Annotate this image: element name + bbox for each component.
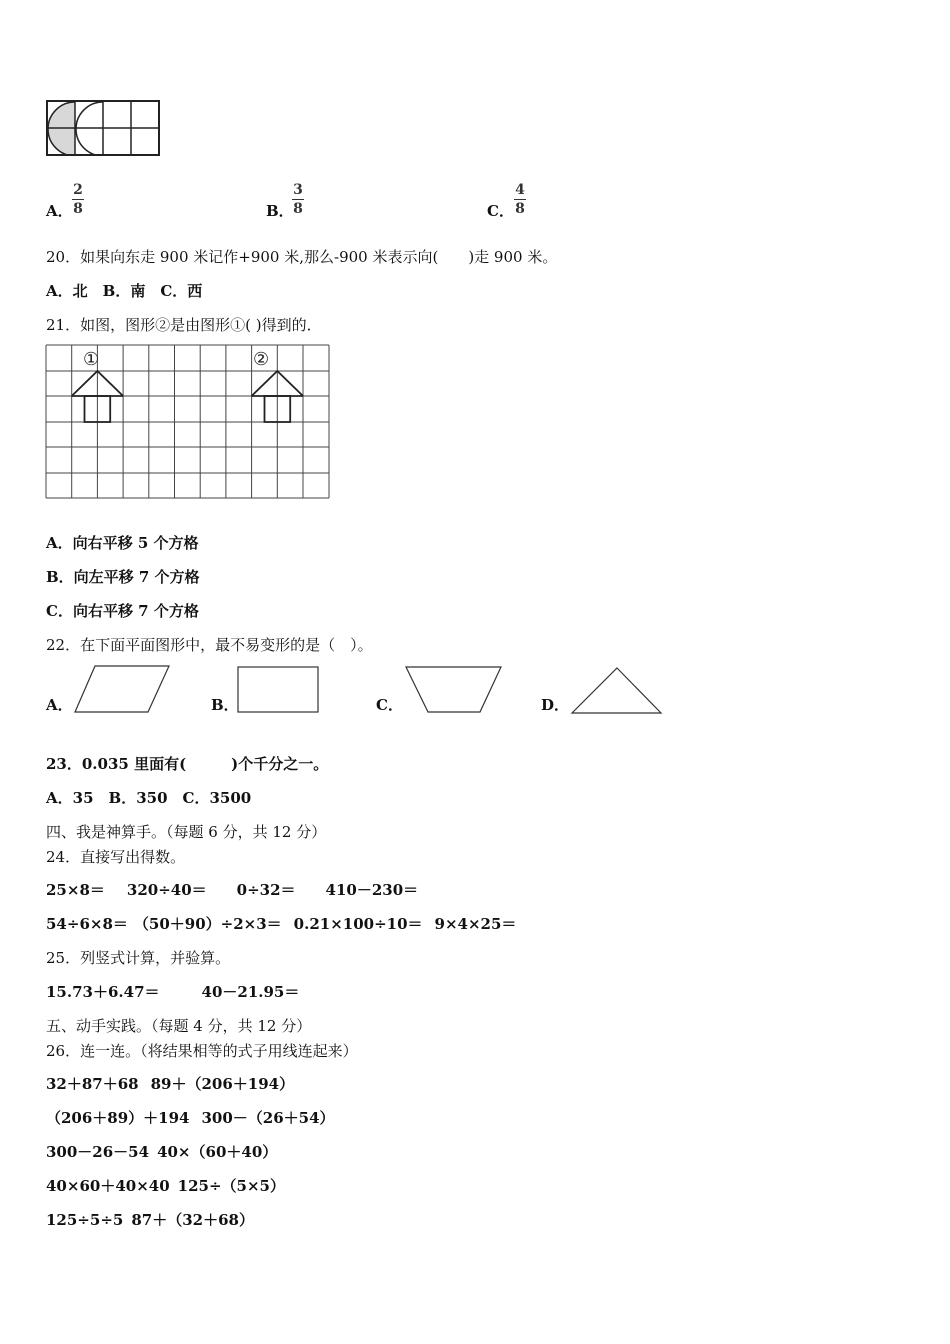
q22-option-c-letter: C． (376, 696, 403, 714)
expression: 54÷6×8＝ (46, 915, 128, 933)
q26-row (46, 1209, 254, 1230)
q21-option-c: C．向右平移 7 个方格 (46, 602, 199, 620)
q25-items (46, 981, 299, 1002)
q19-option-c-fraction (514, 182, 526, 217)
q19-option-a-fraction (72, 182, 84, 217)
figure-2-label: ② (253, 349, 270, 370)
expression: 9×4×25＝ (434, 915, 517, 933)
section-4-title: 四、我是神算手。（每题 6 分，共 12 分） (46, 823, 327, 841)
left-expression: （206＋89）＋194 (46, 1109, 190, 1127)
question-number: 20． (46, 248, 81, 266)
expression: （50＋90）÷2×3＝ (133, 915, 282, 933)
triangle-shape (570, 666, 664, 716)
q26-question (46, 1040, 358, 1061)
question-text: 连一连。（将结果相等的式子用线连起来） (80, 1042, 358, 1060)
q26-row (46, 1073, 294, 1094)
q22-option-b-letter: B． (211, 696, 239, 714)
rectangle-shape (237, 666, 321, 714)
question-number: 26． (46, 1042, 81, 1060)
figure-1-label: ① (83, 349, 100, 370)
q24-row-1 (46, 879, 418, 900)
expression: 0.21×100÷10＝ (293, 915, 423, 933)
question-text: 0.035 里面有( )个千分之一。 (81, 755, 329, 773)
question-number: 24． (46, 848, 81, 866)
q19-option-a-letter: A． (46, 202, 73, 220)
q26-row (46, 1141, 277, 1162)
expression: 410－230＝ (325, 881, 419, 899)
question-number: 21． (46, 316, 81, 334)
question-number: 25． (46, 949, 81, 967)
left-expression: 125÷5÷5 (46, 1211, 124, 1229)
q23-options: A．35 B．350 C．3500 (46, 789, 252, 807)
q22-option-a-letter: A． (46, 696, 73, 714)
fraction-grid-figure (46, 100, 160, 156)
question-text: 列竖式计算，并验算。 (80, 949, 231, 967)
q21-option-a: A．向右平移 5 个方格 (46, 534, 199, 552)
left-expression: 300－26－54 (46, 1143, 150, 1161)
question-text: 如果向东走 900 米记作+900 米,那么-900 米表示向( )走 900 米。 (80, 248, 558, 266)
numerator: 3 (293, 182, 303, 198)
numerator: 2 (73, 182, 83, 198)
translation-grid-figure (45, 344, 331, 500)
trapezoid-shape (404, 665, 504, 715)
numerator: 4 (515, 182, 525, 198)
question-text: 在下面平面图形中，最不易变形的是（ ）。 (80, 636, 373, 654)
left-expression: 32＋87＋68 (46, 1075, 139, 1093)
question-number: 23． (46, 755, 82, 773)
q25-question (46, 947, 230, 968)
q22-question (46, 634, 373, 655)
parallelogram-shape (74, 664, 172, 714)
q21-question (46, 314, 322, 335)
right-expression: 300－（26＋54） (201, 1109, 335, 1127)
q24-question (46, 846, 185, 867)
q23-question (46, 753, 328, 774)
q21-option-b: B．向左平移 7 个方格 (46, 568, 200, 586)
right-expression: 87＋（32＋68） (131, 1211, 254, 1229)
denominator: 8 (73, 201, 83, 217)
question-text: 直接写出得数。 (80, 848, 186, 866)
q26-row (46, 1175, 285, 1196)
q26-row (46, 1107, 335, 1128)
q20-options: A．北 B．南 C．西 (46, 282, 203, 300)
q24-row-2 (46, 913, 516, 934)
expression: 320÷40＝ (126, 881, 207, 899)
expression: 15.73＋6.47＝ (46, 983, 160, 1001)
q19-option-b-letter: B． (266, 202, 294, 220)
expression: 40－21.95＝ (201, 983, 300, 1001)
q20-question (46, 246, 557, 267)
right-expression: 40×（60＋40） (157, 1143, 278, 1161)
denominator: 8 (293, 201, 303, 217)
right-expression: 89＋（206＋194） (150, 1075, 295, 1093)
section-5-title: 五、动手实践。（每题 4 分，共 12 分） (46, 1017, 312, 1035)
expression: 25×8＝ (46, 881, 105, 899)
denominator: 8 (515, 201, 525, 217)
expression: 0÷32＝ (236, 881, 296, 899)
q19-option-c-letter: C． (487, 202, 514, 220)
q19-option-b-fraction (292, 182, 304, 217)
question-number: 22． (46, 636, 81, 654)
left-expression: 40×60＋40×40 (46, 1177, 170, 1195)
q22-option-d-letter: D． (541, 696, 570, 714)
right-expression: 125÷（5×5） (177, 1177, 285, 1195)
question-text: 如图，图形②是由图形①( )得到的． (80, 316, 322, 334)
